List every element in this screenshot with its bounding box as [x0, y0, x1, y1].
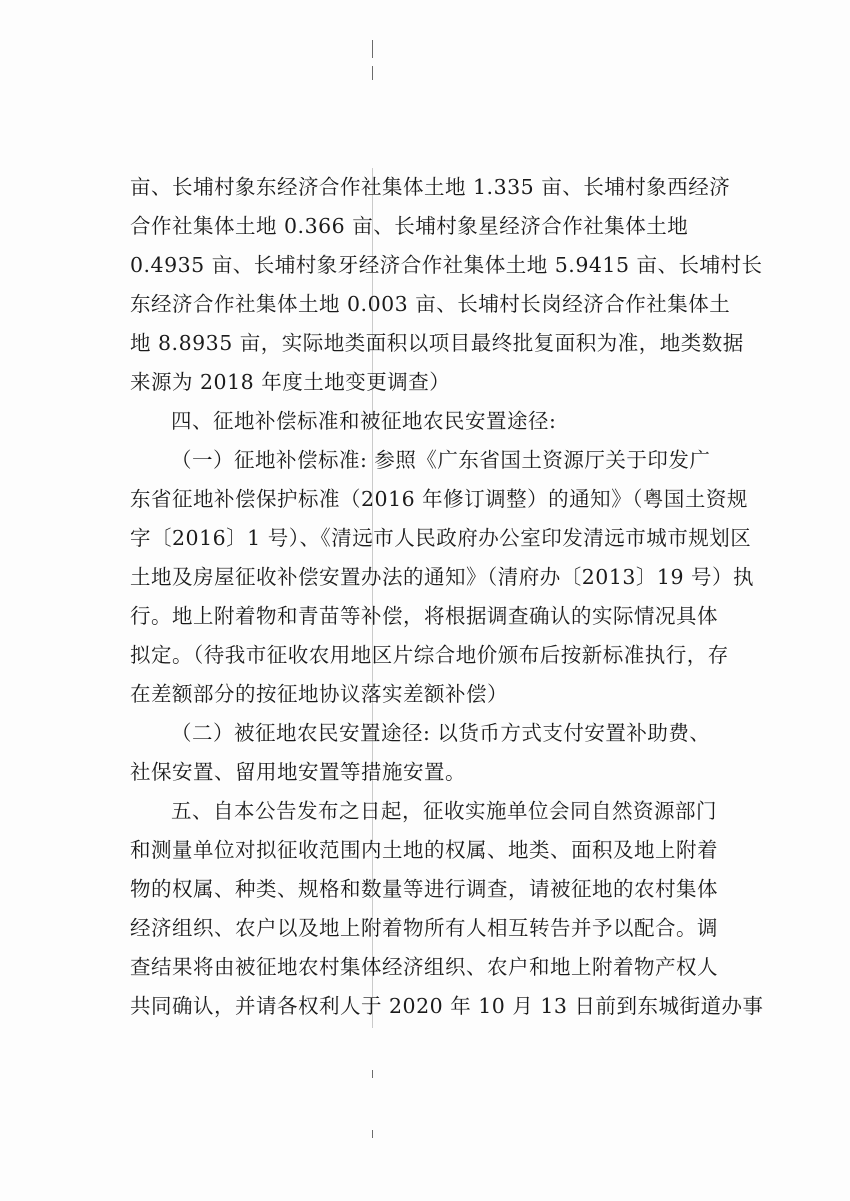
text-line: 和测量单位对拟征收范围内土地的权属、地类、面积及地上附着 — [130, 838, 718, 862]
text-line: 东经济合作社集体土地 0.003 亩、长埔村长岗经济合作社集体土 — [130, 292, 731, 316]
section-heading: 五、自本公告发布之日起，征收实施单位会同自然资源部门 — [171, 799, 717, 823]
fold-mark — [372, 1130, 373, 1138]
text-line: 在差额部分的按征地协议落实差额补偿） — [130, 682, 508, 706]
text-line: 亩、长埔村象东经济合作社集体土地 1.335 亩、长埔村象西经济 — [130, 175, 731, 199]
fold-mark — [372, 66, 373, 80]
text-line: 来源为 2018 年度土地变更调查） — [130, 370, 451, 394]
text-line: （二）被征地农民安置途径: 以货币方式支付安置补助费、 — [171, 721, 711, 745]
text-line: 社保安置、留用地安置等措施安置。 — [130, 760, 466, 784]
fold-mark — [372, 40, 373, 58]
section-heading: 四、征地补偿标准和被征地农民安置途径: — [171, 409, 557, 433]
text-line: 合作社集体土地 0.366 亩、长埔村象星经济合作社集体土地 — [130, 214, 689, 238]
text-line: 查结果将由被征地农村集体经济组织、农户和地上附着物产权人 — [130, 955, 718, 979]
text-line: 字〔2016〕1 号）、《清远市人民政府办公室印发清远市城市规划区 — [130, 526, 752, 550]
text-line: 经济组织、农户以及地上附着物所有人相互转告并予以配合。调 — [130, 916, 718, 940]
text-line: 土地及房屋征收补偿安置办法的通知》（清府办〔2013〕19 号）执 — [130, 565, 755, 589]
text-line: （一）征地补偿标准: 参照《广东省国土资源厅关于印发广 — [171, 448, 711, 472]
text-line: 物的权属、种类、规格和数量等进行调查，请被征地的农村集体 — [130, 877, 718, 901]
text-line: 0.4935 亩、长埔村象牙经济合作社集体土地 5.9415 亩、长埔村长 — [130, 253, 763, 277]
fold-mark — [372, 1070, 373, 1078]
text-line: 地 8.8935 亩，实际地类面积以项目最终批复面积为准，地类数据 — [130, 331, 744, 355]
text-line: 行。地上附着物和青苗等补偿，将根据调查确认的实际情况具体 — [130, 604, 718, 628]
text-line: 拟定。（待我市征收农用地区片综合地价颁布后按新标准执行，存 — [130, 643, 729, 667]
text-line: 共同确认，并请各权利人于 2020 年 10 月 13 日前到东城街道办事 — [130, 994, 764, 1018]
body-text — [130, 168, 764, 1026]
text-line: 东省征地补偿保护标准（2016 年修订调整）的通知》（粤国土资规 — [130, 487, 748, 511]
